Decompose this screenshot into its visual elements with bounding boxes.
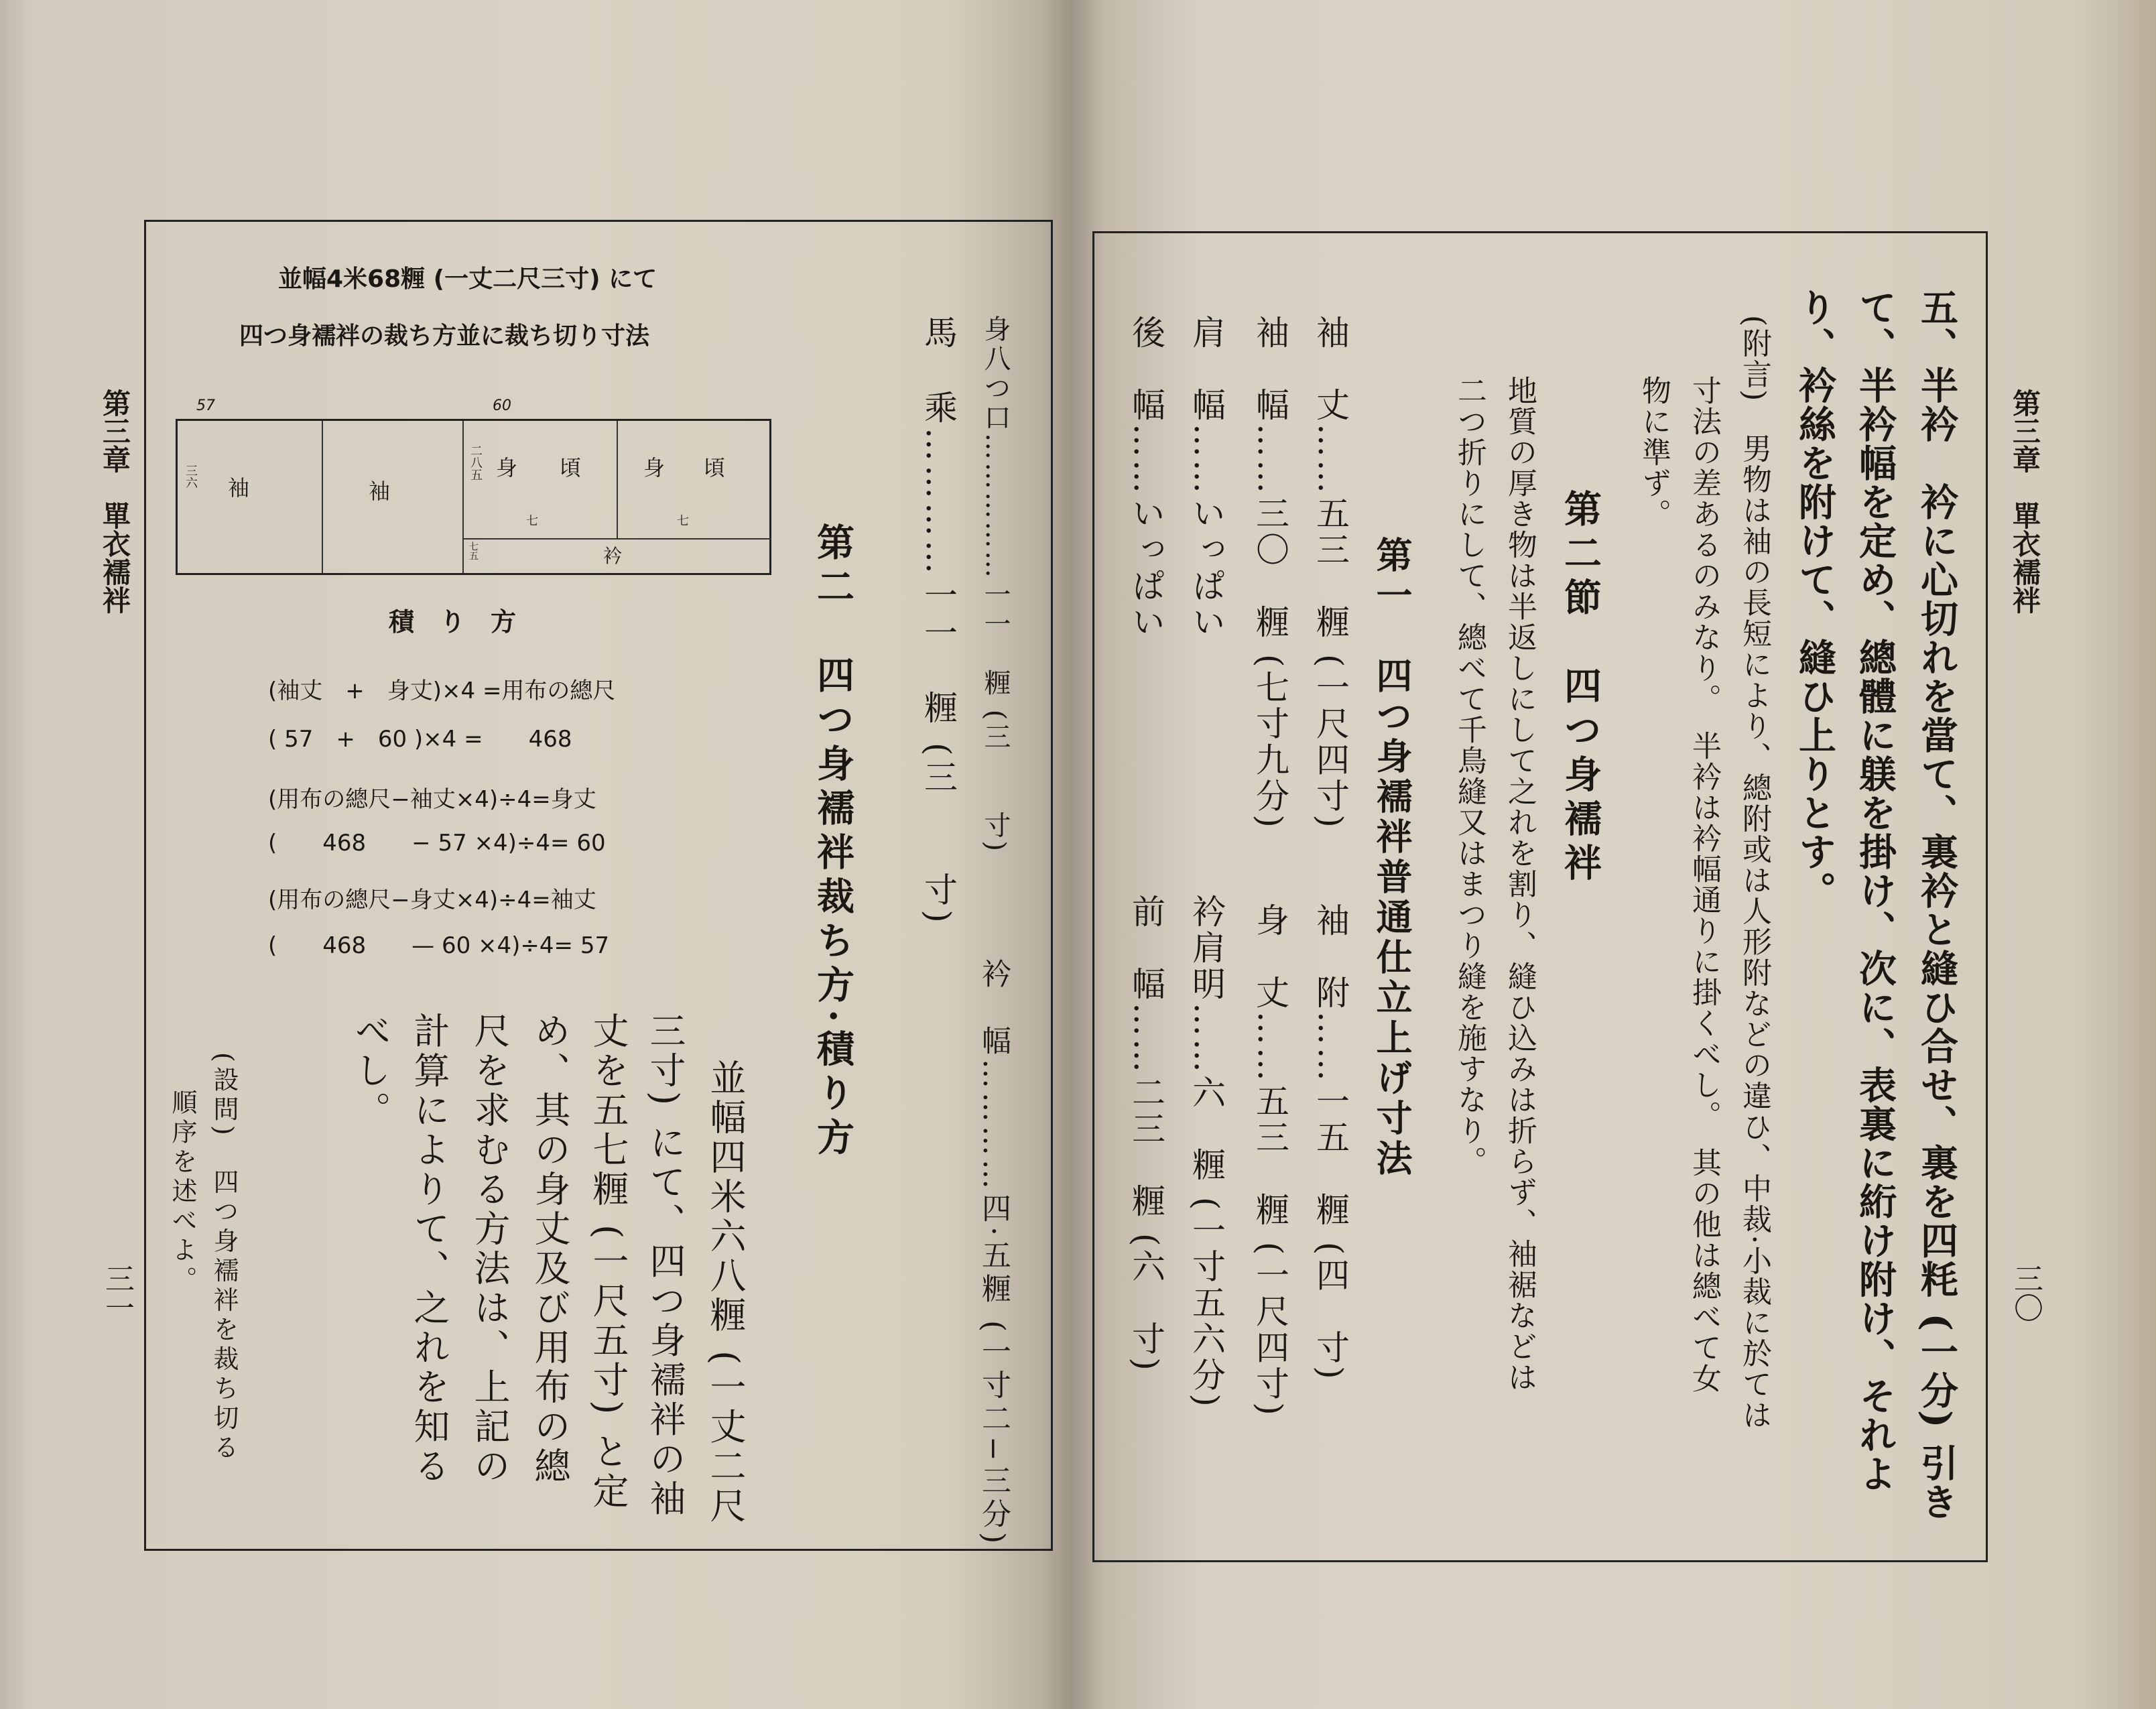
- left-page-number: 三一: [100, 1263, 134, 1322]
- fugen-line-1: (附言) 男物は袖の長短により、總附或は人形附などの違ひ、中裁·小裁に於ては: [1737, 315, 1771, 1431]
- diagram-small-7-2: 七: [677, 514, 689, 528]
- diagram-eri-strip: [462, 538, 771, 540]
- diagram-small-36: 三六: [184, 464, 198, 489]
- measure-col-2: 袖 幅……三〇 糎 (七寸九分) 身 丈……五三 糎 (一尺四寸): [1251, 315, 1289, 1418]
- formula-2: ( 57 + 60 )×4 = 468: [268, 726, 572, 753]
- fugen-line-2: 寸法の差あるのみなり。 半衿は衿幅通りに掛くべし。 其の他は總べて女: [1687, 375, 1721, 1394]
- body-line-2: 三寸) にて、四つ身襦袢の袖: [644, 1012, 686, 1519]
- diagram-divider-3: [617, 421, 618, 538]
- formula-1: (袖丈 + 身丈)×4 =用布の總尺: [268, 678, 616, 704]
- measure-col-1: 袖 丈……五三 糎 (一尺四寸) 袖 附……一五 糎 (四 寸): [1311, 315, 1350, 1382]
- dim-label-60: 60: [493, 397, 511, 414]
- formula-3: (用布の總尺−袖丈×4)÷4=身丈: [268, 786, 596, 813]
- cutting-diagram: [176, 419, 771, 575]
- diagram-eri: 衿: [603, 545, 623, 567]
- item5-line-1: 五、半衿 衿に心切れを當て、裏衿と縫ひ合せ、裏を四粍 (一分) 引き: [1915, 288, 1959, 1521]
- diagram-sode-2: 袖: [369, 479, 391, 504]
- diagram-mi-2: 身: [643, 455, 665, 481]
- formula-6: ( 468 — 60 ×4)÷4= 57: [268, 932, 610, 959]
- right-page: [1072, 0, 2156, 1709]
- item5-line-3: り、衿絲を附けて、縫ひ上りとす。: [1793, 288, 1837, 910]
- tsumori-title: 積 り 方: [389, 607, 517, 637]
- left-running-head: 第三章 單衣襦袢: [99, 389, 131, 614]
- diagram-kubi-1: 頃: [560, 455, 582, 481]
- body-line-3: 丈を五七糎 (一尺五寸) と定: [587, 1012, 629, 1512]
- dim-label-57: 57: [196, 397, 215, 414]
- col-eri-haba: 衿 幅…………四·五糎 (一寸二−三分): [976, 958, 1011, 1548]
- measure-col-4: 後 幅……いっぱい 前 幅……二三 糎 (六 寸): [1127, 315, 1165, 1373]
- col-umanori: 馬 乘…………一一 糎 (三 寸): [919, 315, 958, 927]
- body-line-7: べし。: [349, 1012, 391, 1131]
- body-line-6: 計算によりて、之れを知る: [408, 1012, 450, 1486]
- diagram-mi-1: 身: [496, 455, 518, 481]
- body-line-5: 尺を求むる方法は、上記の: [468, 1012, 511, 1486]
- left-page: [0, 0, 1072, 1709]
- question-line-1: (設問) 四つ身襦袢を裁ち切る: [209, 1052, 239, 1464]
- diagram-small-7-1: 七: [526, 514, 538, 528]
- diagram-kubi-2: 頃: [704, 455, 726, 481]
- right-running-head: 第三章 單衣襦袢: [2009, 389, 2041, 614]
- subsection1-heading: 第一 四つ身襦袢普通仕立上げ寸法: [1371, 536, 1413, 1180]
- formula-5: (用布の總尺−身丈×4)÷4=袖丈: [268, 887, 596, 913]
- body-line-4: め、其の身丈及び用布の總: [529, 1012, 571, 1486]
- body-line-1: 並幅四米六八糎 (一丈二尺: [704, 1059, 747, 1527]
- note-line-1: 地質の厚き物は半返しにして之れを割り、縫ひ込みは折らず、袖裾などは: [1503, 375, 1537, 1393]
- diagram-sode-1: 袖: [228, 475, 250, 501]
- figure-title-1: 並幅4米68糎 (一丈二尺三寸) にて: [278, 265, 657, 293]
- figure-title-2: 四つ身襦袢の裁ち方並に裁ち切り寸法: [239, 322, 650, 350]
- question-line-2: 順序を述べよ。: [168, 1089, 197, 1295]
- measure-col-3: 肩 幅……いっぱい 衿肩明……六 糎 (一寸五六分): [1187, 315, 1226, 1409]
- diagram-small-75: 七五: [468, 542, 479, 560]
- diagram-divider-2: [462, 421, 464, 573]
- note-line-2: 二つ折りにして、總べて千鳥縫又はまつり縫を施すなり。: [1452, 375, 1486, 1177]
- item5-line-2: て、半衿幅を定め、總體に躾を掛け、次に、表裏に絎け附け、それよ: [1853, 288, 1897, 1493]
- left-section2-title: 第二 四つ身襦袢裁ち方·積り方: [811, 523, 855, 1162]
- diagram-divider-1: [322, 421, 323, 573]
- right-page-number: 三〇: [2009, 1263, 2043, 1322]
- col-mi-yatsu: 身八つ口……………一一 糎 (三 寸): [980, 315, 1011, 854]
- right-section2-heading: 第二節 四つ身襦袢: [1558, 489, 1602, 887]
- fugen-line-3: 物に準ず。: [1637, 375, 1671, 529]
- formula-4: ( 468 − 57 ×4)÷4= 60: [268, 830, 606, 857]
- diagram-small-285: 二八五: [468, 444, 483, 481]
